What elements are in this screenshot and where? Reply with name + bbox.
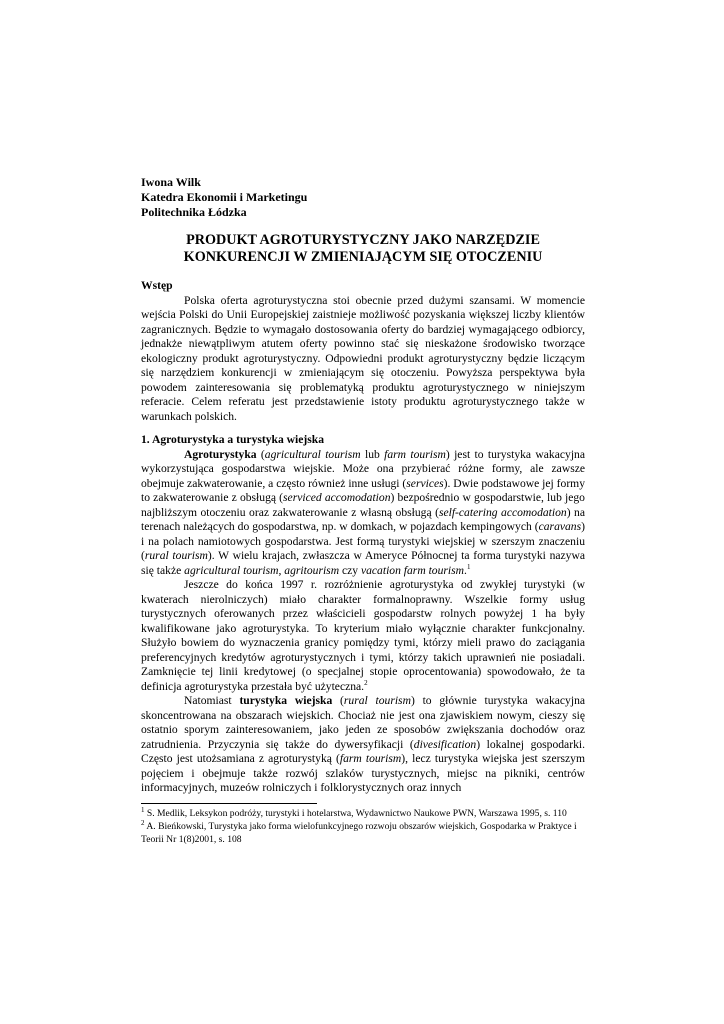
- text-run: ). Dwie podstawowe jej formy to zakwaterowanie z obsługą (: [141, 476, 585, 504]
- text-run: Jeszcze do końca 1997 r. rozróżnienie agroturystyka od zwykłej turystyki (w kwaterach nierolniczych) miało charakter formalnoprawny. Wszelkie formy usług turystycznych oferowanych przez właścicieli gospodarstw rolnych powyżej 1 ha były kwalifikowane jako agroturystyka. To kryterium miało wyłącznie charakter funkcjonalny. Służyło bowiem do wyznaczenia granicy pomiędzy tymi, którzy mieli prawo do zaciągania preferencyjnych kredytów agroturystycznych i tymi, którzy takich uprawnień nie posiadali. Zamknięcie tej linii kredytowej (o specjalnej stopie oprocentowania) spowodowało, że ta definicja agroturystyka przestała być użyteczna.: [141, 578, 585, 693]
- author-block: [141, 175, 307, 220]
- footnote-ref-2[interactable]: 2: [364, 678, 368, 687]
- text-run: (: [332, 694, 344, 707]
- author-name: Iwona Wilk: [141, 175, 201, 189]
- footnote-ref-1[interactable]: 1: [466, 562, 471, 571]
- italic-run: serviced accomodation: [283, 491, 391, 504]
- footnote-divider: [141, 803, 317, 804]
- footnote-number: 1: [141, 805, 145, 814]
- text-run: ), lecz turystyka wiejska jest szerszym pojęciem i obejmuje także rozwój szlaków turystycznych, miejsc na pikniki, centrów informacyjnych, muzeów rolniczych i folklorystycznych oraz innych: [141, 752, 585, 794]
- section-1-heading: 1. Agroturystyka a turystyka wiejska: [141, 433, 325, 446]
- title-line-2: KONKURENCJI W ZMIENIAJĄCYM SIĘ OTOCZENIU: [183, 249, 543, 265]
- footnote-text: A. Bieńkowski, Turystyka jako forma wielofunkcyjnego rozwoju obszarów wiejskich, Gospodarka w Praktyce i Teorii Nr 1(8)2001, s. 108: [141, 820, 577, 845]
- italic-run: vacation farm tourism: [360, 563, 465, 577]
- title-line-1: PRODUKT AGROTURYSTYCZNY JAKO NARZĘDZIE: [186, 232, 540, 248]
- italic-run: divesification: [413, 737, 477, 751]
- text-run: ) to głównie turystyka wakacyjna skoncentrowana na obszarach wiejskich. Chociaż nie jest ona zjawiskiem nowym, cieszy się ostatnio sporym zainteresowaniem, jako jeden ze sposobów zwiększania dochodów oraz zatrudnienia. Przyczynia się także do dywersyfikacji (: [141, 694, 586, 751]
- intro-heading: Wstęp: [141, 279, 173, 292]
- text-run: ) bezpośrednio w gospodarstwie, lub jego najbliższym otoczeniu oraz zakwaterowanie z własną obsługą (: [141, 491, 585, 519]
- text-run: ) i na polach namiotowych gospodarstwa. Jest formą turystyki wiejskiej w szerszym znaczeniu (: [141, 520, 585, 562]
- text-run: (: [256, 447, 265, 461]
- text-run: ) na terenach należących do gospodarstwa, np. w domkach, w pojazdach kempingowych (: [141, 505, 585, 533]
- text-run: .: [464, 563, 467, 577]
- section-1-paragraph-3: [141, 694, 585, 796]
- footnote-1: [141, 805, 585, 821]
- italic-run: farm tourism: [384, 447, 446, 461]
- text-run: ) jest to turystyka wakacyjna wykorzystująca gospodarstwa wiejskie. Może ona przybierać różne formy, ale zawsze obejmuje zakwaterowanie, a często również inne usługi (: [141, 447, 585, 490]
- footnote-2: [141, 818, 585, 847]
- section-1-paragraph-2: [141, 578, 585, 694]
- footnotes: [141, 805, 585, 846]
- footnote-text: S. Medlik, Leksykon podróży, turystyki i hotelarstwa, Wydawnictwo Naukowe PWN, Warszawa 1995, s. 110: [144, 808, 567, 819]
- text-run: lub: [360, 447, 385, 461]
- text-run: ) lokalnej gospodarki. Często jest utożsamiana z agroturystyką (: [141, 737, 585, 765]
- italic-run: caravans: [538, 520, 582, 533]
- italic-run: farm tourism: [339, 752, 402, 765]
- section-1: [141, 433, 585, 796]
- italic-run: self-catering accomodation: [438, 505, 567, 519]
- intro-paragraph: Polska oferta agroturystyczna stoi obecnie przed dużymi szansami. W momencie wejścia Polski do Unii Europejskiej zaistnieje możliwość pozyskania większej liczby klientów zagranicznych. Będzie to wymagało dostosowania oferty do bardziej wymagającego odbiorcy, jednakże niewątpliwym atutem oferty powinno stać się nieskażone środowisko tworzące ekologiczny produkt agroturystyczny. Odpowiedni produkt agroturystyczny będzie liczącym się narzędziem konkurencji w zmieniającym się otoczeniu. Powyższa perspektywa była powodem zainteresowania się problematyką produktu agroturystycznego w niniejszym referacie. Celem referatu jest przedstawienie istoty produktu agroturystycznego także w warunkach polskich.: [141, 293, 585, 423]
- intro-section: [141, 279, 585, 424]
- italic-run: agricultural tourism, agritourism: [184, 563, 340, 577]
- text-run: ). W wielu krajach, zwłaszcza w Ameryce Północnej ta forma turystyki nazywa się także: [141, 549, 585, 577]
- italic-run: agricultural tourism: [264, 447, 361, 461]
- text-run: czy: [339, 563, 361, 577]
- italic-run: rural tourism: [144, 549, 208, 562]
- author-university: Politechnika Łódzka: [141, 205, 247, 219]
- term-turystyka-wiejska: turystyka wiejska: [239, 694, 333, 707]
- text-run: Natomiast: [184, 694, 240, 707]
- footnote-number: 2: [141, 818, 145, 827]
- section-1-paragraph-1: [141, 448, 585, 579]
- italic-run: rural tourism: [343, 694, 411, 707]
- author-department: Katedra Ekonomii i Marketingu: [141, 190, 308, 204]
- paper-title: [141, 232, 585, 266]
- term-agroturystyka: Agroturystyka: [184, 447, 257, 461]
- italic-run: services: [406, 476, 444, 490]
